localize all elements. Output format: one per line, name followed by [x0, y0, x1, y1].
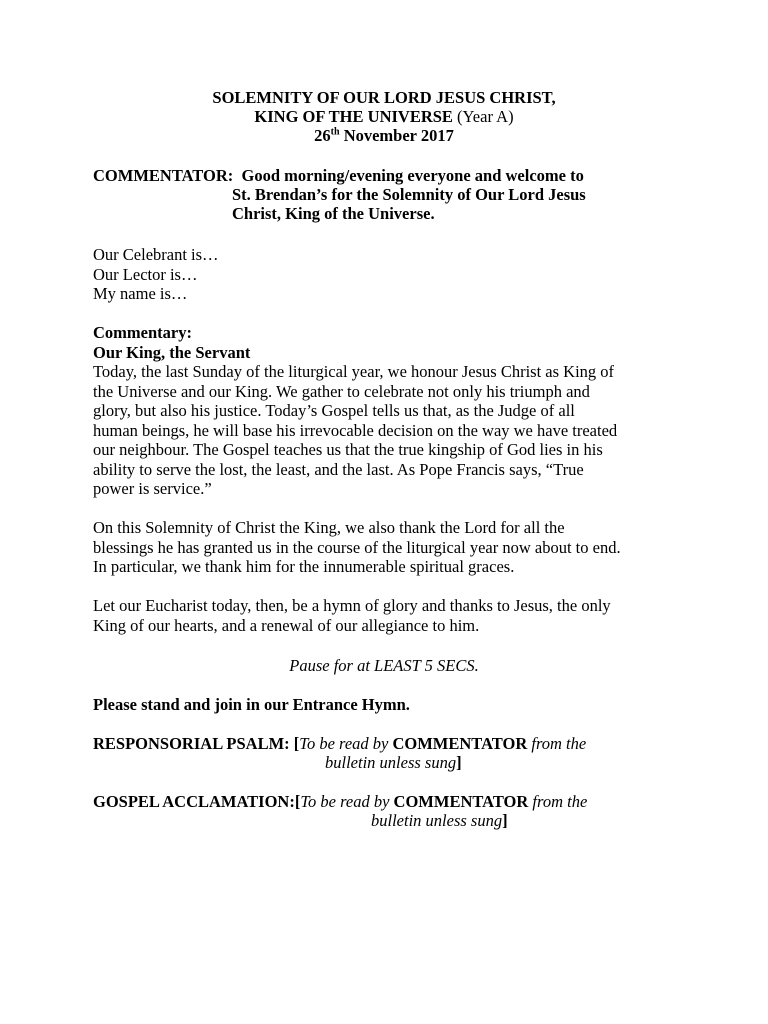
gospel-line-2: [93, 811, 693, 830]
pause-instruction: Pause for at LEAST 5 SECS.: [289, 656, 479, 675]
psalm-line-2: [93, 753, 693, 772]
commentary-line: ability to serve the lost, the least, and the last. As Pope Francis says, “True: [93, 459, 584, 479]
commentary-section: [93, 323, 683, 499]
commentary-line: our neighbour. The Gospel teaches us that the true kingship of God lies in his: [93, 440, 603, 459]
title-line-1: SOLEMNITY OF OUR LORD JESUS CHRIST,: [212, 88, 556, 107]
title-line-2: [0, 107, 768, 126]
psalm-instruction-1: To be read by: [299, 734, 389, 753]
commentator-text-1: Good morning/evening everyone and welcome to: [241, 166, 584, 185]
lector-line: Our Lector is…: [93, 264, 198, 284]
paragraph-line: King of our hearts, and a renewal of our allegiance to him.: [93, 615, 480, 635]
thanksgiving-paragraph: [93, 518, 683, 577]
commentator-text-3: Christ, King of the Universe.: [232, 204, 435, 223]
introductions: [93, 245, 219, 304]
date-day: 26: [314, 126, 331, 145]
psalm-close-bracket: ]: [456, 753, 462, 772]
eucharist-paragraph: [93, 596, 683, 635]
date-suffix: th: [330, 126, 340, 138]
commentator-section: [93, 166, 713, 223]
gospel-who: COMMENTATOR: [393, 792, 529, 811]
paragraph-line: Let our Eucharist today, then, be a hymn of glory and thanks to Jesus, the only: [93, 596, 611, 615]
title-year: (Year A): [457, 107, 514, 126]
commentator-text-2: St. Brendan’s for the Solemnity of Our Lord Jesus: [232, 185, 586, 204]
gospel-open-bracket: [: [294, 792, 301, 811]
title-date: [0, 126, 768, 145]
my-name-line: My name is…: [93, 284, 188, 303]
document-title: [0, 88, 768, 145]
gospel-acclamation-section: [93, 792, 693, 830]
gospel-line-1: [93, 792, 693, 811]
entrance-hymn-instruction: Please stand and join in our Entrance Hymn.: [93, 695, 410, 714]
gospel-instruction-2: from the: [532, 792, 588, 811]
commentary-line: glory, but also his justice. Today’s Gospel tells us that, as the Judge of all: [93, 401, 575, 420]
paragraph-line: In particular, we thank him for the innumerable spiritual graces.: [93, 557, 515, 576]
commentator-line-1: [93, 166, 713, 185]
responsorial-psalm-section: [93, 734, 693, 772]
commentator-label: COMMENTATOR:: [93, 166, 234, 185]
commentary-line: power is service.”: [93, 479, 212, 498]
commentary-line: human beings, he will base his irrevocable decision on the way we have treated: [93, 420, 618, 440]
commentary-subheading: Our King, the Servant: [93, 342, 251, 362]
celebrant-line: Our Celebrant is…: [93, 245, 219, 264]
gospel-label: GOSPEL ACCLAMATION:: [93, 792, 295, 811]
paragraph-line: blessings he has granted us in the course of the liturgical year now about to end.: [93, 537, 621, 557]
date-rest: November 2017: [343, 126, 454, 145]
commentary-heading: Commentary:: [93, 323, 192, 342]
psalm-label: RESPONSORIAL PSALM:: [93, 734, 290, 753]
psalm-open-bracket: [: [293, 734, 300, 753]
commentary-line: Today, the last Sunday of the liturgical year, we honour Jesus Christ as King of: [93, 362, 615, 381]
gospel-instruction-3: bulletin unless sung: [371, 811, 503, 830]
psalm-who: COMMENTATOR: [392, 734, 528, 753]
paragraph-line: On this Solemnity of Christ the King, we also thank the Lord for all the: [93, 518, 565, 537]
psalm-line-1: [93, 734, 693, 753]
commentary-line: the Universe and our King. We gather to celebrate not only his triumph and: [93, 381, 590, 401]
gospel-close-bracket: ]: [502, 811, 508, 830]
psalm-instruction-3: bulletin unless sung: [325, 753, 457, 772]
gospel-instruction-1: To be read by: [300, 792, 390, 811]
title-line-2-bold: KING OF THE UNIVERSE: [254, 107, 453, 126]
psalm-instruction-2: from the: [531, 734, 587, 753]
